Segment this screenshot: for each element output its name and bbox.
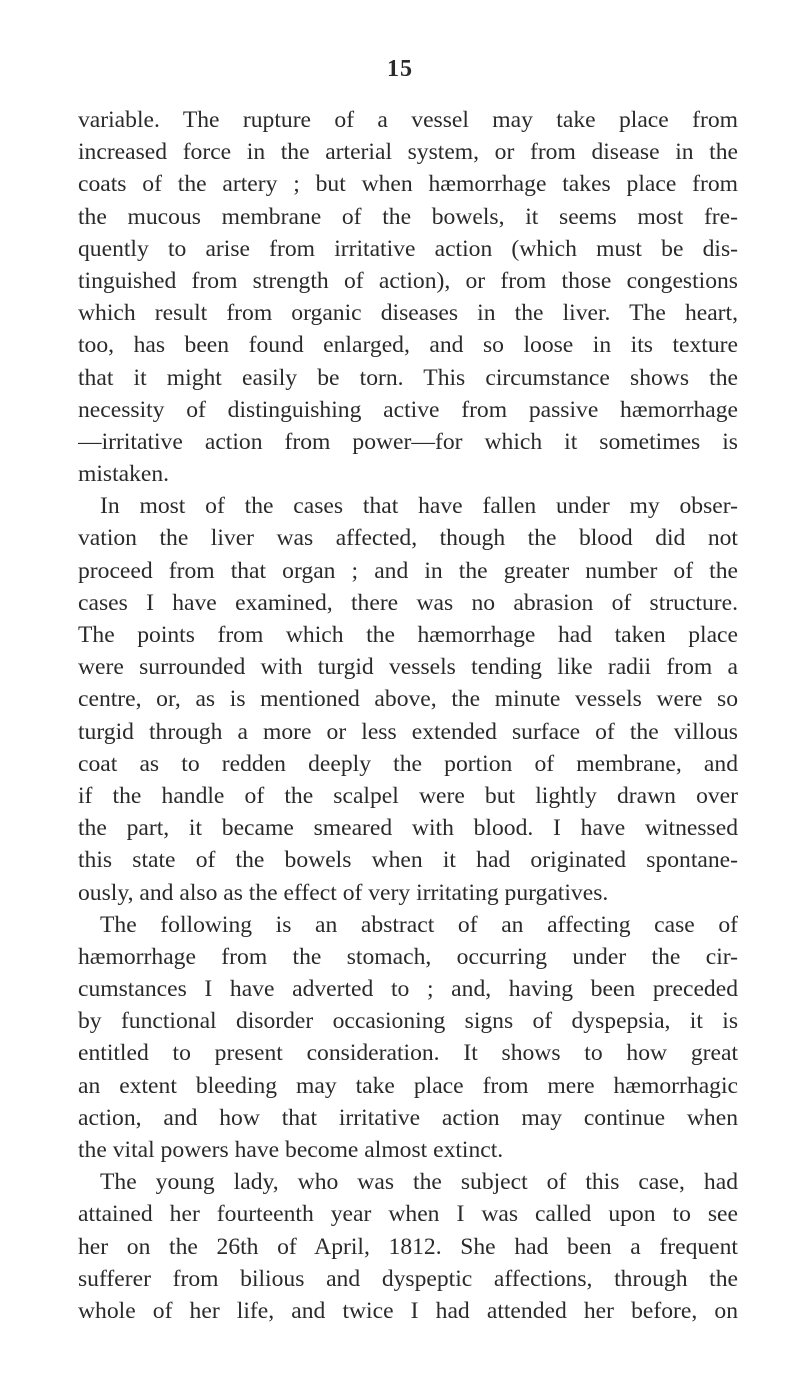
- text-line: ously, and also as the effect of very irritating purgatives.: [78, 879, 609, 906]
- text-line: The young lady, who was the subject of this case, had: [100, 1169, 738, 1196]
- text-line: if the handle of the scalpel were but lightly drawn over: [78, 782, 738, 809]
- text-line: which result from organic diseases in the liver. The heart,: [78, 300, 738, 327]
- text-line: centre, or, as is mentioned above, the minute vessels were so: [78, 686, 738, 713]
- text-line: hæmorrhage from the stomach, occurring under the cir-: [78, 943, 738, 970]
- text-line: cumstances I have adverted to ; and, having been preceded: [78, 976, 738, 1003]
- text-line: necessity of distinguishing active from passive hæmorrhage: [78, 396, 738, 423]
- text-line: were surrounded with turgid vessels tending like radii from a: [78, 654, 738, 681]
- text-line: increased force in the arterial system, or from disease in the: [78, 139, 738, 166]
- text-line: cases I have examined, there was no abrasion of structure.: [78, 589, 738, 616]
- text-line: The following is an abstract of an affecting case of: [100, 911, 738, 938]
- text-line: mistaken.: [78, 461, 170, 488]
- text-line: entitled to present consideration. It shows to how great: [78, 1040, 738, 1067]
- text-line: proceed from that organ ; and in the greater number of the: [78, 557, 738, 584]
- text-line: coats of the artery ; but when hæmorrhage takes place from: [78, 171, 738, 198]
- page-number: 15: [387, 56, 413, 82]
- text-line: the vital powers have become almost extinct.: [78, 1137, 504, 1163]
- text-line: In most of the cases that have fallen under my obser-: [100, 493, 738, 520]
- body-text: [78, 104, 738, 1327]
- text-line: variable. The rupture of a vessel may take place from: [78, 107, 738, 133]
- text-line: tinguished from strength of action), or from those congestions: [78, 267, 738, 294]
- text-line: turgid through a more or less extended surface of the villous: [78, 718, 738, 745]
- text-line: vation the liver was affected, though the blood did not: [78, 525, 738, 552]
- text-line: her on the 26th of April, 1812. She had been a frequent: [78, 1233, 738, 1260]
- text-line: coat as to redden deeply the portion of membrane, and: [78, 750, 738, 777]
- text-line: action, and how that irritative action may continue when: [78, 1104, 738, 1131]
- text-line: too, has been found enlarged, and so loose in its texture: [78, 332, 738, 359]
- text-line: by functional disorder occasioning signs of dyspepsia, it is: [78, 1008, 738, 1035]
- text-line: whole of her life, and twice I had attended her before, on: [78, 1297, 738, 1324]
- text-line: attained her fourteenth year when I was called upon to see: [78, 1201, 738, 1228]
- text-line: this state of the bowels when it had originated spontane-: [78, 847, 738, 874]
- text-line: —irritative action from power—for which it sometimes is: [78, 428, 738, 455]
- text-line: the mucous membrane of the bowels, it seems most fre-: [78, 203, 738, 230]
- text-line: an extent bleeding may take place from mere hæmorrhagic: [78, 1072, 738, 1099]
- text-line: quently to arise from irritative action (which must be dis-: [78, 235, 738, 262]
- text-line: that it might easily be torn. This circumstance shows the: [78, 364, 738, 391]
- text-line: the part, it became smeared with blood. I have witnessed: [78, 815, 738, 842]
- text-line: The points from which the hæmorrhage had taken place: [78, 622, 738, 648]
- text-line: sufferer from bilious and dyspeptic affections, through the: [78, 1265, 738, 1292]
